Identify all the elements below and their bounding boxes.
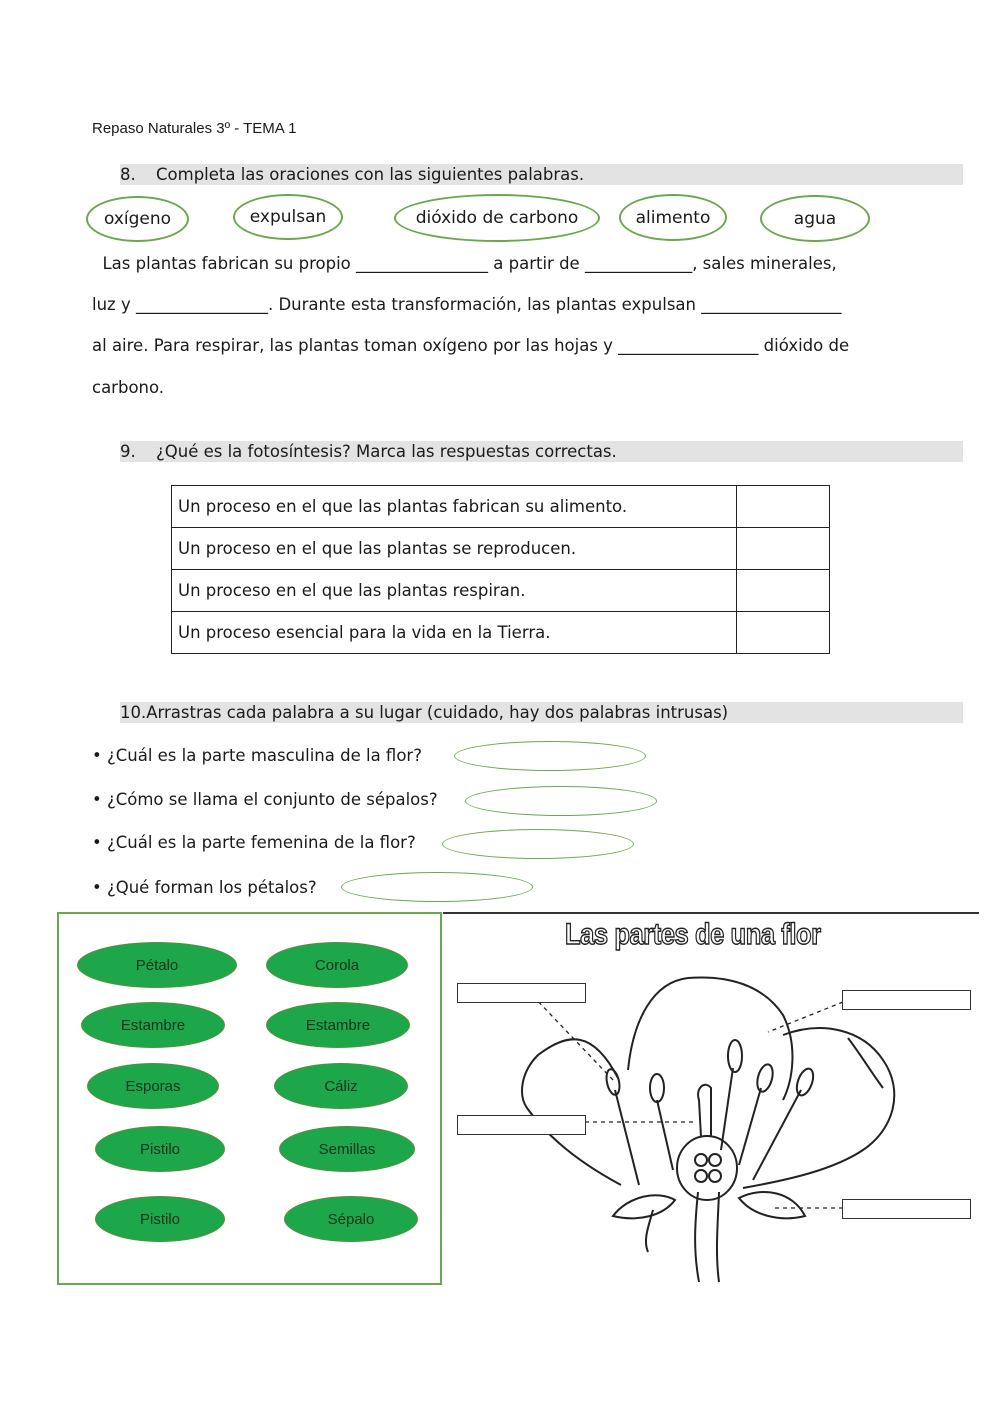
- table-row: [172, 528, 830, 570]
- option-text: Un proceso en el que las plantas fabrican su alimento.: [172, 486, 737, 528]
- word-oxigeno[interactable]: oxígeno: [86, 196, 189, 242]
- option-text: Un proceso en el que las plantas se reproducen.: [172, 528, 737, 570]
- question-8-title: Completa las oraciones con las siguientes palabras.: [156, 165, 585, 184]
- chip-estambre[interactable]: Estambre: [266, 1002, 410, 1048]
- q10-question-sepals: • ¿Cómo se llama el conjunto de sépalos?: [92, 790, 438, 809]
- question-8-number: 8.: [120, 165, 136, 184]
- sepal-left: [613, 1195, 675, 1218]
- table-row: [172, 570, 830, 612]
- chip-corola[interactable]: Corola: [266, 942, 408, 988]
- chip-pistilo[interactable]: Pistilo: [95, 1126, 225, 1172]
- word-alimento[interactable]: alimento: [619, 194, 727, 241]
- q8-sentence-line-3: al aire. Para respirar, las plantas toman oxígeno por las hojas y _________________ dióxido de: [92, 336, 850, 355]
- word-agua[interactable]: agua: [760, 195, 870, 242]
- label-box-petal[interactable]: [842, 990, 971, 1010]
- label-box-pistil[interactable]: [457, 1115, 586, 1135]
- ovary: [677, 1136, 737, 1200]
- petal-right: [743, 1028, 894, 1188]
- question-8-title-bar: [120, 164, 963, 185]
- q10-question-male-part: • ¿Cuál es la parte masculina de la flor?: [92, 746, 422, 765]
- word-expulsan[interactable]: expulsan: [233, 194, 343, 240]
- petal-back: [628, 977, 792, 1100]
- option-checkbox[interactable]: [737, 486, 830, 528]
- worksheet-header: Repaso Naturales 3º - TEMA 1: [92, 120, 297, 137]
- chip-semillas[interactable]: Semillas: [279, 1126, 415, 1172]
- sepal-right: [739, 1192, 805, 1218]
- chip-petalo[interactable]: Pétalo: [77, 942, 237, 988]
- chip-caliz[interactable]: Cáliz: [274, 1063, 408, 1109]
- word-bank: [57, 912, 442, 1285]
- table-row: [172, 486, 830, 528]
- drop-target-petals[interactable]: [341, 872, 533, 902]
- option-checkbox[interactable]: [737, 612, 830, 654]
- pistil-style: [698, 1085, 711, 1137]
- petal-left: [522, 1039, 621, 1185]
- petal-fold: [848, 1038, 883, 1088]
- question-10-title-bar: [120, 702, 963, 723]
- q10-question-petals: • ¿Qué forman los pétalos?: [92, 878, 317, 897]
- option-text: Un proceso esencial para la vida en la Tierra.: [172, 612, 737, 654]
- chip-sepalo[interactable]: Sépalo: [284, 1196, 418, 1242]
- q8-sentence-line-1: Las plantas fabrican su propio ________________ a partir de _____________, sales minerales,: [92, 254, 837, 273]
- drop-target-female-part[interactable]: [442, 829, 634, 859]
- word-dioxido-de-carbono[interactable]: dióxido de carbono: [394, 194, 600, 242]
- question-9-number: 9.: [120, 442, 136, 461]
- diagram-title: Las partes de una flor: [565, 918, 821, 951]
- chip-esporas[interactable]: Esporas: [87, 1063, 219, 1109]
- chip-pistilo[interactable]: Pistilo: [95, 1196, 225, 1242]
- label-box-stamen[interactable]: [457, 983, 586, 1003]
- diagram-top-border: [443, 912, 979, 914]
- table-row: [172, 612, 830, 654]
- question-9-title: ¿Qué es la fotosíntesis? Marca las respuestas correctas.: [156, 442, 617, 461]
- chip-estambre[interactable]: Estambre: [81, 1002, 225, 1048]
- option-checkbox[interactable]: [737, 528, 830, 570]
- q10-question-female-part: • ¿Cuál es la parte femenina de la flor?: [92, 833, 416, 852]
- option-text: Un proceso en el que las plantas respiran.: [172, 570, 737, 612]
- stem: [695, 1192, 719, 1282]
- label-box-sepal[interactable]: [842, 1199, 971, 1219]
- question-10-title: 10.Arrastras cada palabra a su lugar (cuidado, hay dos palabras intrusas): [120, 703, 729, 722]
- question-9-title-bar: [120, 441, 963, 462]
- q8-sentence-line-4: carbono.: [92, 378, 165, 397]
- drop-target-male-part[interactable]: [454, 741, 646, 771]
- photosynthesis-options-table: [171, 485, 830, 654]
- q8-sentence-line-2: luz y ________________. Durante esta transformación, las plantas expulsan _________________: [92, 295, 842, 314]
- option-checkbox[interactable]: [737, 570, 830, 612]
- drop-target-sepals[interactable]: [465, 786, 657, 816]
